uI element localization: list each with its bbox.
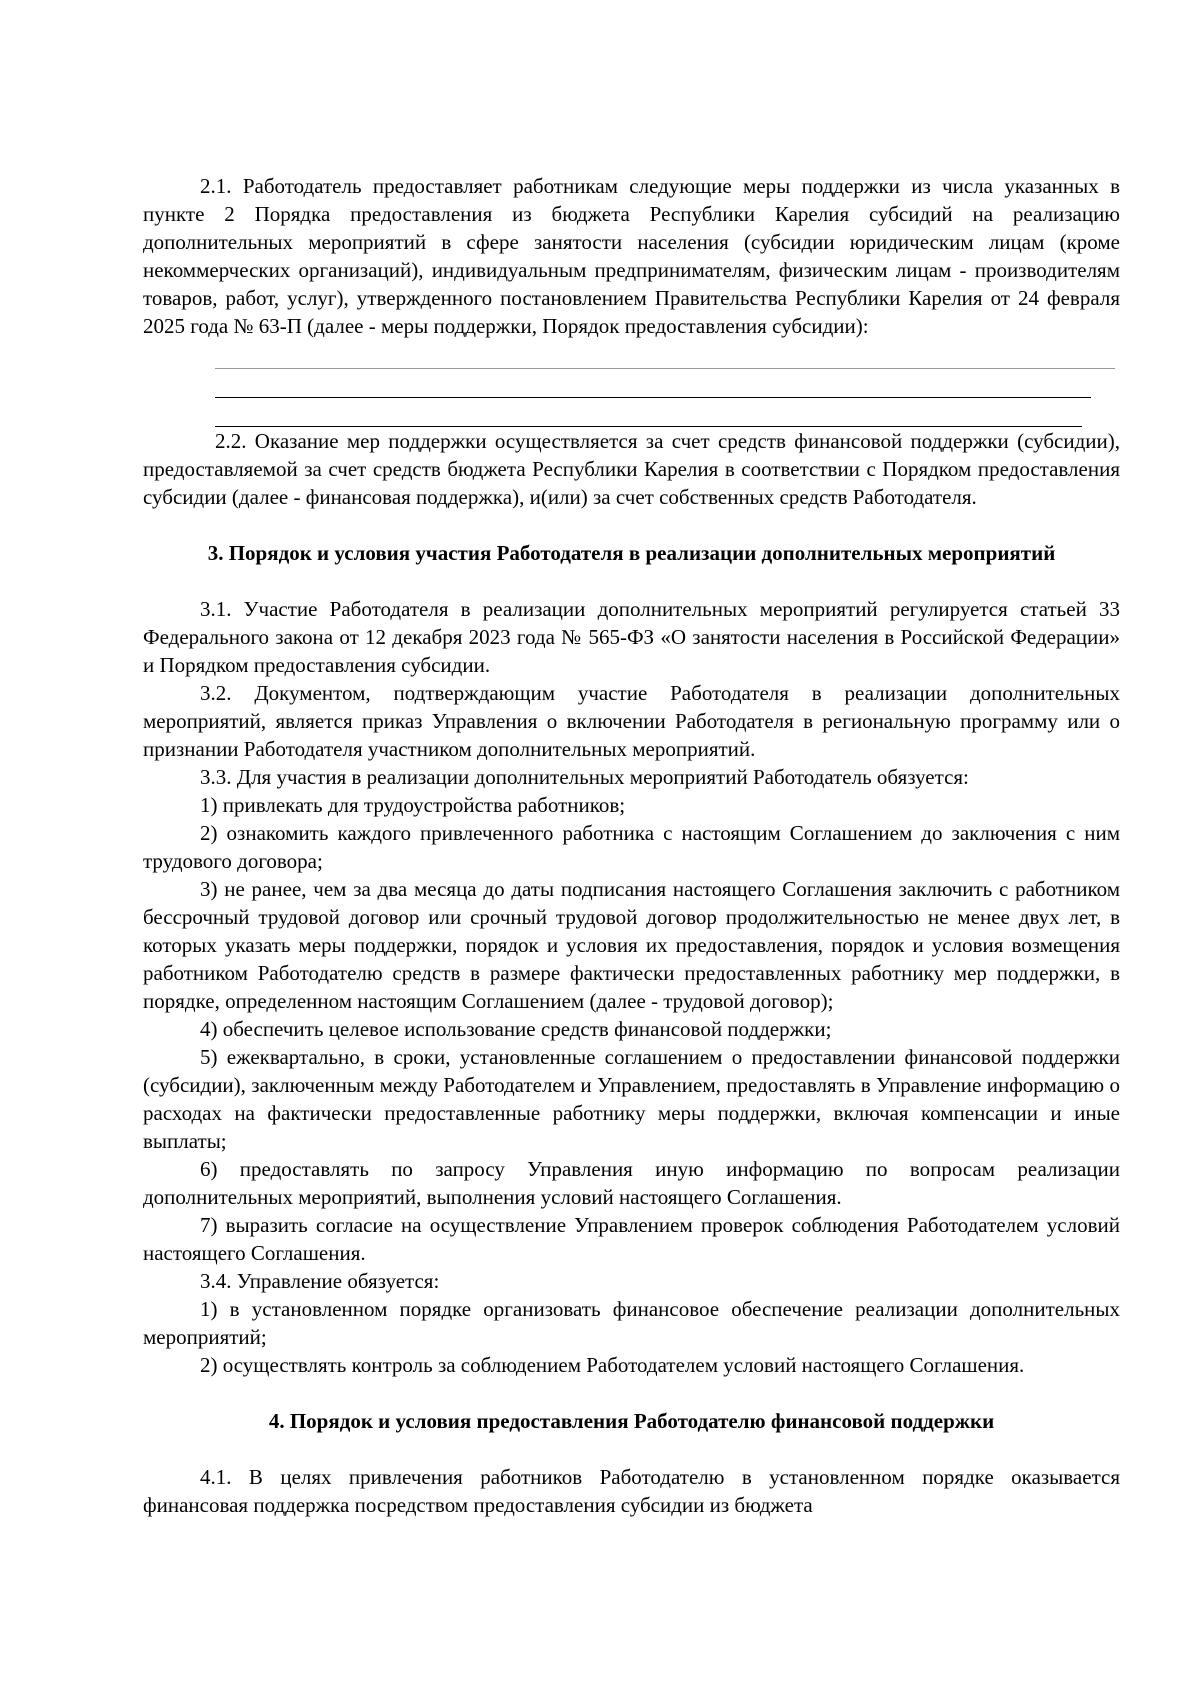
- paragraph-2-2: 2.2. Оказание мер поддержки осуществляется за счет средств финансовой поддержки (субсидии), предоставляемой за счет средств бюджета Республики Карелия в соответствии с Порядком предоставления субсидии (далее - финансовая поддержка), и(или) за счет собственных средств Работодателя.: [143, 429, 1120, 509]
- list-item: 5) ежеквартально, в сроки, установленные соглашением о предоставлении финансовой поддержки (субсидии), заключенным между Работодателем и Управлением, предоставлять в Управление информацию о расходах на фактически предоставленные работнику меры поддержки, включая компенсации и иные выплаты;: [143, 1045, 1120, 1153]
- list-item: 7) выразить согласие на осуществление Управлением проверок соблюдения Работодателем условий настоящего Соглашения.: [143, 1213, 1120, 1265]
- list-item: 1) в установленном порядке организовать финансовое обеспечение реализации дополнительных мероприятий;: [143, 1297, 1120, 1349]
- paragraph-3-2: 3.2. Документом, подтверждающим участие Работодателя в реализации дополнительных мероприятий, является приказ Управления о включении Работодателя в региональную программу или о признании Работодателя участником дополнительных мероприятий.: [143, 681, 1120, 761]
- paragraph-3-1: 3.1. Участие Работодателя в реализации дополнительных мероприятий регулируется статьей 33 Федерального закона от 12 декабря 2023 года № 565-ФЗ «О занятости населения в Российской Федерации» и Порядком предоставления субсидии.: [143, 597, 1120, 677]
- fill-in-line: [215, 398, 1082, 427]
- fill-in-line: [215, 369, 1091, 398]
- list-item: 1) привлекать для трудоустройства работников;: [200, 793, 626, 817]
- paragraph-4-1: 4.1. В целях привлечения работников Работодателю в установленном порядке оказывается финансовая поддержка посредством предоставления субсидии из бюджета: [143, 1465, 1120, 1517]
- paragraph-3-4: 3.4. Управление обязуется:: [200, 1269, 440, 1293]
- list-item: 4) обеспечить целевое использование средств финансовой поддержки;: [200, 1017, 832, 1041]
- paragraph-2-1: 2.1. Работодатель предоставляет работникам следующие меры поддержки из числа указанных в пункте 2 Порядка предоставления из бюджета Республики Карелия субсидий на реализацию дополнительных мероприятий в сфере занятости населения (субсидии юридическим лицам (кроме некоммерческих организаций), индивидуальным предпринимателям, физическим лицам - производителям товаров, работ, услуг), утвержденного постановлением Правительства Республики Карелия от 24 февраля 2025 года № 63-П (далее - меры поддержки, Порядок предоставления субсидии):: [143, 174, 1120, 338]
- paragraph-3-3: 3.3. Для участия в реализации дополнительных мероприятий Работодатель обязуется:: [200, 765, 969, 789]
- list-item: 6) предоставлять по запросу Управления иную информацию по вопросам реализации дополнительных мероприятий, выполнения условий настоящего Соглашения.: [143, 1157, 1120, 1209]
- section-3-heading: 3. Порядок и условия участия Работодателя в реализации дополнительных мероприятий: [207, 541, 1056, 565]
- section-4-heading: 4. Порядок и условия предоставления Работодателю финансовой поддержки: [268, 1409, 995, 1433]
- fill-in-line: [215, 340, 1115, 369]
- document-body: [143, 172, 1120, 1519]
- list-item: 3) не ранее, чем за два месяца до даты подписания настоящего Соглашения заключить с работником бессрочный трудовой договор или срочный трудовой договор продолжительностью не менее двух лет, в которых указать меры поддержки, порядок и условия их предоставления, порядок и условия возмещения работником Работодателю средств в размере фактически предоставленных работнику мер поддержки, в порядке, определенном настоящим Соглашением (далее - трудовой договор);: [143, 877, 1120, 1013]
- list-item: 2) ознакомить каждого привлеченного работника с настоящим Соглашением до заключения с ним трудового договора;: [143, 821, 1120, 873]
- list-item: 2) осуществлять контроль за соблюдением Работодателем условий настоящего Соглашения.: [200, 1353, 1025, 1377]
